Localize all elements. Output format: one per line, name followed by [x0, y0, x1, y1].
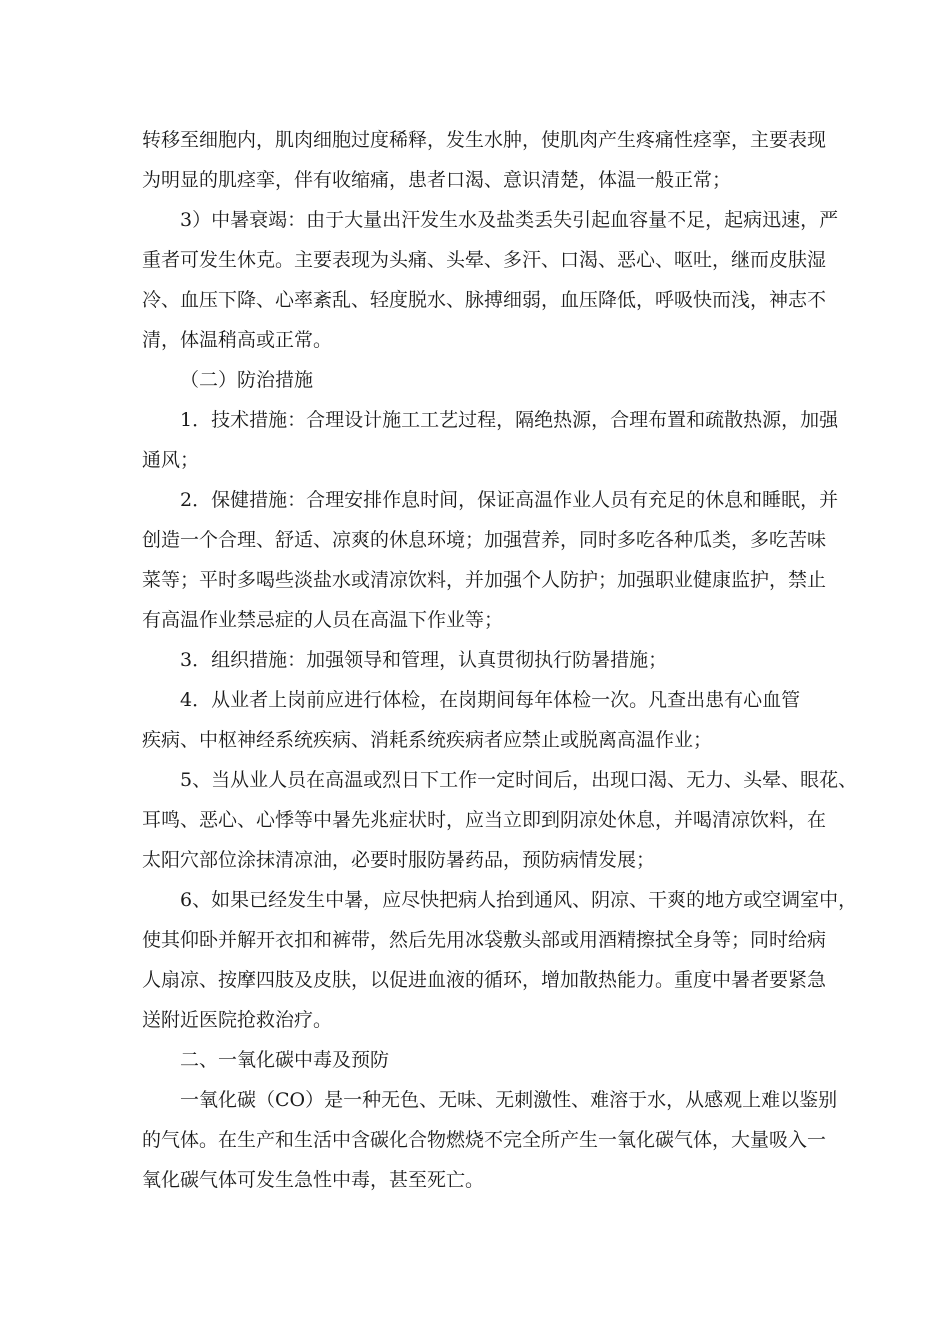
text-line: 使其仰卧并解开衣扣和裤带，然后先用冰袋敷头部或用酒精擦拭全身等；同时给病: [142, 929, 827, 951]
text-line: 重者可发生休克。主要表现为头痛、头晕、多汗、口渴、恶心、呕吐，继而皮肤湿: [142, 249, 827, 271]
text-line: 3）中暑衰竭：由于大量出汗发生水及盐类丢失引起血容量不足，起病迅速，严: [180, 209, 839, 231]
text-line: 太阳穴部位涂抹清凉油，必要时服防暑药品，预防病情发展；: [142, 849, 656, 871]
section-heading: （二）防治措施: [180, 369, 314, 391]
text-line: 创造一个合理、舒适、凉爽的休息环境；加强营养，同时多吃各种瓜类，多吃苦味: [142, 529, 827, 551]
text-line: 3．组织措施：加强领导和管理，认真贯彻执行防暑措施；: [180, 649, 668, 671]
text-line: 为明显的肌痉挛，伴有收缩痛，患者口渴、意识清楚，体温一般正常；: [142, 169, 732, 191]
text-line: 1．技术措施：合理设计施工工艺过程，隔绝热源，合理布置和疏散热源，加强: [180, 409, 839, 431]
text-line: 2．保健措施：合理安排作息时间，保证高温作业人员有充足的休息和睡眠，并: [180, 489, 839, 511]
text-line: 送附近医院抢救治疗。: [142, 1009, 333, 1031]
text-line: 5、当从业人员在高温或烈日下工作一定时间后，出现口渴、无力、头晕、眼花、: [180, 769, 858, 791]
text-line: 疾病、中枢神经系统疾病、消耗系统疾病者应禁止或脱离高温作业；: [142, 729, 713, 751]
text-line: 氧化碳气体可发生急性中毒，甚至死亡。: [142, 1169, 485, 1191]
text-line: 有高温作业禁忌症的人员在高温下作业等；: [142, 609, 504, 631]
text-line: 通风；: [142, 449, 200, 471]
text-line: 耳鸣、恶心、心悸等中暑先兆症状时，应当立即到阴凉处休息，并喝清凉饮料，在: [142, 809, 827, 831]
text-line: 的气体。在生产和生活中含碳化合物燃烧不完全所产生一氧化碳气体，大量吸入一: [142, 1129, 827, 1151]
text-line: 4．从业者上岗前应进行体检，在岗期间每年体检一次。凡查出患有心血管: [180, 689, 801, 711]
text-line: 转移至细胞内，肌肉细胞过度稀释，发生水肿，使肌肉产生疼痛性痉挛，主要表现: [142, 129, 827, 151]
text-line: 人扇凉、按摩四肢及皮肤，以促进血液的循环，增加散热能力。重度中暑者要紧急: [142, 969, 827, 991]
text-line: 一氧化碳（CO）是一种无色、无味、无刺激性、难溶于水，从感观上难以鉴别: [180, 1089, 838, 1111]
section-heading: 二、一氧化碳中毒及预防: [180, 1049, 390, 1071]
document-body: [142, 124, 858, 1204]
text-line: 清，体温稍高或正常。: [142, 329, 333, 351]
text-line: 6、如果已经发生中暑，应尽快把病人抬到通风、阴凉、干爽的地方或空调室中，: [180, 889, 858, 911]
text-line: 菜等；平时多喝些淡盐水或清凉饮料，并加强个人防护；加强职业健康监护，禁止: [142, 569, 827, 591]
text-line: 冷、血压下降、心率紊乱、轻度脱水、脉搏细弱，血压降低，呼吸快而浅，神志不: [142, 289, 827, 311]
